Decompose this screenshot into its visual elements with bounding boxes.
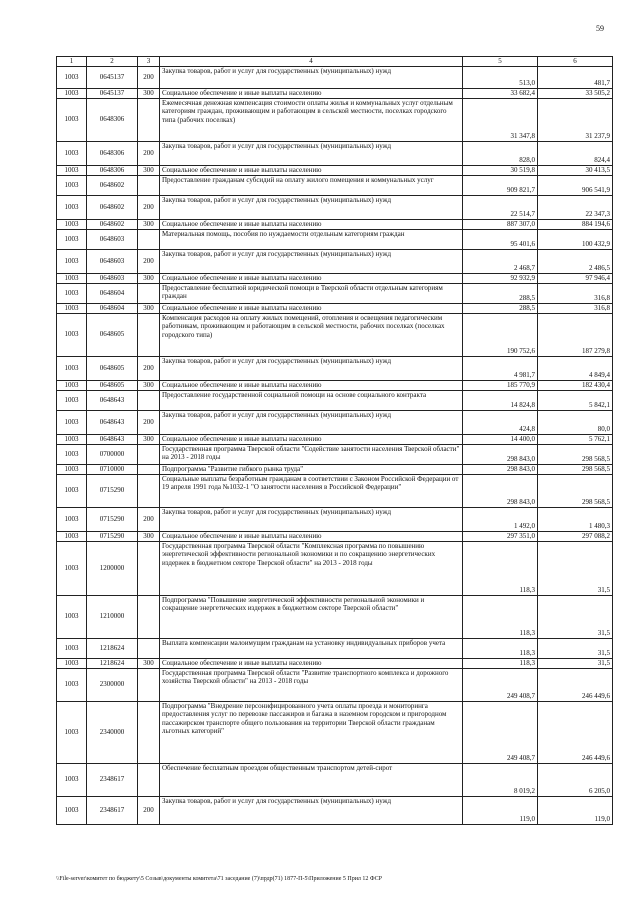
amount-executed-cell: 298 568,5 xyxy=(538,444,613,464)
description-cell: Материальная помощь, пособия по нуждаемости отдельным категориям граждан xyxy=(160,229,463,249)
table-row xyxy=(57,249,613,273)
table-row xyxy=(57,141,613,165)
description-cell: Государственная программа Тверской области "Развитие транспортного комплекса и дорожного хозяйства Тверской области" на 2013 - 2018 годы xyxy=(160,668,463,701)
amount-approved-cell: 4 981,7 xyxy=(463,356,538,380)
expense-type-code-cell: 300 xyxy=(138,273,160,283)
amount-approved-cell: 887 307,0 xyxy=(463,219,538,229)
expense-type-code-cell xyxy=(138,668,160,701)
table-row xyxy=(57,283,613,303)
amount-approved-cell: 95 401,6 xyxy=(463,229,538,249)
description-cell: Предоставление гражданам субсидий на оплату жилого помещения и коммунальных услуг xyxy=(160,175,463,195)
expense-type-code-cell: 200 xyxy=(138,249,160,273)
section-code-cell: 1003 xyxy=(57,531,87,541)
amount-executed-cell: 298 568,5 xyxy=(538,464,613,474)
target-article-code-cell: 0645137 xyxy=(87,66,138,88)
amount-executed-cell: 884 194,6 xyxy=(538,219,613,229)
amount-approved-cell: 249 408,7 xyxy=(463,668,538,701)
target-article-code-cell: 0715290 xyxy=(87,507,138,531)
table-row xyxy=(57,444,613,464)
amount-executed-cell: 31,5 xyxy=(538,658,613,668)
amount-approved-cell: 298 843,0 xyxy=(463,474,538,507)
expense-type-code-cell: 300 xyxy=(138,531,160,541)
description-cell: Предоставление государственной социальной помощи на основе социального контракта xyxy=(160,390,463,410)
table-row xyxy=(57,464,613,474)
target-article-code-cell: 2348617 xyxy=(87,796,138,824)
target-article-code-cell: 0648605 xyxy=(87,313,138,356)
amount-approved-cell: 190 752,6 xyxy=(463,313,538,356)
file-path-footer: \\File-server\комитет по бюджету\5 Созыв\документы комитета\71 заседание (7)\прдр(71) 1877-П-5\Приложение 5 Прил 12 ФСР xyxy=(56,876,382,882)
section-code-cell: 1003 xyxy=(57,229,87,249)
target-article-code-cell: 0648643 xyxy=(87,390,138,410)
section-code-cell: 1003 xyxy=(57,303,87,313)
section-code-cell: 1003 xyxy=(57,541,87,595)
description-cell: Социальное обеспечение и иные выплаты населению xyxy=(160,380,463,390)
target-article-code-cell: 0648604 xyxy=(87,303,138,313)
target-article-code-cell: 0648603 xyxy=(87,273,138,283)
table-row xyxy=(57,98,613,141)
target-article-code-cell: 1200000 xyxy=(87,541,138,595)
target-article-code-cell: 2340000 xyxy=(87,701,138,763)
target-article-code-cell: 0648643 xyxy=(87,410,138,434)
target-article-code-cell: 2300000 xyxy=(87,668,138,701)
table-row xyxy=(57,313,613,356)
expense-type-code-cell: 200 xyxy=(138,356,160,380)
amount-executed-cell: 297 088,2 xyxy=(538,531,613,541)
amount-executed-cell: 824,4 xyxy=(538,141,613,165)
amount-executed-cell: 316,8 xyxy=(538,283,613,303)
page-number: 59 xyxy=(596,24,604,33)
table-row xyxy=(57,219,613,229)
budget-table xyxy=(56,56,613,825)
description-cell: Подпрограмма "Повышение энергетической эффективности региональной экономики и сокращение энергетических издержек в бюджетном секторе Тверской области" xyxy=(160,595,463,638)
expense-type-code-cell xyxy=(138,229,160,249)
amount-executed-cell: 119,0 xyxy=(538,796,613,824)
amount-approved-cell: 33 682,4 xyxy=(463,88,538,98)
amount-approved-cell: 14 824,8 xyxy=(463,390,538,410)
header-col-5: 5 xyxy=(463,57,538,67)
table-row xyxy=(57,668,613,701)
amount-approved-cell: 14 400,0 xyxy=(463,434,538,444)
target-article-code-cell: 0648605 xyxy=(87,356,138,380)
expense-type-code-cell: 300 xyxy=(138,434,160,444)
expense-type-code-cell xyxy=(138,313,160,356)
section-code-cell: 1003 xyxy=(57,66,87,88)
expense-type-code-cell: 300 xyxy=(138,165,160,175)
target-article-code-cell: 1218624 xyxy=(87,638,138,658)
amount-approved-cell: 22 514,7 xyxy=(463,195,538,219)
description-cell: Социальное обеспечение и иные выплаты населению xyxy=(160,88,463,98)
expense-type-code-cell: 200 xyxy=(138,410,160,434)
description-cell: Социальные выплаты безработным гражданам в соответствии с Законом Российской Федерации от 19 апреля 1991 года №1032-1 "О занятости населения в Российской Федерации" xyxy=(160,474,463,507)
table-row xyxy=(57,434,613,444)
section-code-cell: 1003 xyxy=(57,141,87,165)
target-article-code-cell: 0715290 xyxy=(87,474,138,507)
amount-approved-cell: 424,8 xyxy=(463,410,538,434)
amount-executed-cell: 316,8 xyxy=(538,303,613,313)
amount-executed-cell: 31,5 xyxy=(538,541,613,595)
amount-approved-cell: 119,0 xyxy=(463,796,538,824)
target-article-code-cell: 0648306 xyxy=(87,141,138,165)
section-code-cell: 1003 xyxy=(57,165,87,175)
amount-approved-cell: 513,0 xyxy=(463,66,538,88)
table-row xyxy=(57,380,613,390)
amount-approved-cell: 118,3 xyxy=(463,658,538,668)
target-article-code-cell: 0648306 xyxy=(87,98,138,141)
expense-type-code-cell: 300 xyxy=(138,88,160,98)
amount-approved-cell: 288,5 xyxy=(463,283,538,303)
expense-type-code-cell: 200 xyxy=(138,195,160,219)
section-code-cell: 1003 xyxy=(57,796,87,824)
description-cell: Закупка товаров, работ и услуг для государственных (муниципальных) нужд xyxy=(160,195,463,219)
description-cell: Закупка товаров, работ и услуг для государственных (муниципальных) нужд xyxy=(160,507,463,531)
section-code-cell: 1003 xyxy=(57,356,87,380)
section-code-cell: 1003 xyxy=(57,507,87,531)
section-code-cell: 1003 xyxy=(57,658,87,668)
amount-approved-cell: 1 492,0 xyxy=(463,507,538,531)
description-cell: Социальное обеспечение и иные выплаты населению xyxy=(160,658,463,668)
section-code-cell: 1003 xyxy=(57,464,87,474)
amount-executed-cell: 4 849,4 xyxy=(538,356,613,380)
table-row xyxy=(57,195,613,219)
description-cell: Социальное обеспечение и иные выплаты населению xyxy=(160,303,463,313)
table-row xyxy=(57,66,613,88)
section-code-cell: 1003 xyxy=(57,195,87,219)
amount-approved-cell: 118,3 xyxy=(463,638,538,658)
expense-type-code-cell xyxy=(138,474,160,507)
table-row xyxy=(57,595,613,638)
description-cell: Социальное обеспечение и иные выплаты населению xyxy=(160,165,463,175)
table-row xyxy=(57,165,613,175)
amount-executed-cell: 6 205,0 xyxy=(538,763,613,796)
amount-approved-cell: 2 468,7 xyxy=(463,249,538,273)
amount-approved-cell: 185 770,9 xyxy=(463,380,538,390)
amount-executed-cell: 906 541,9 xyxy=(538,175,613,195)
expense-type-code-cell: 300 xyxy=(138,658,160,668)
expense-type-code-cell: 200 xyxy=(138,141,160,165)
amount-executed-cell: 31 237,9 xyxy=(538,98,613,141)
table-row xyxy=(57,701,613,763)
description-cell: Социальное обеспечение и иные выплаты населению xyxy=(160,434,463,444)
description-cell: Закупка товаров, работ и услуг для государственных (муниципальных) нужд xyxy=(160,141,463,165)
section-code-cell: 1003 xyxy=(57,175,87,195)
section-code-cell: 1003 xyxy=(57,434,87,444)
amount-approved-cell: 298 843,0 xyxy=(463,444,538,464)
amount-approved-cell: 8 019,2 xyxy=(463,763,538,796)
table-row xyxy=(57,229,613,249)
target-article-code-cell: 0648605 xyxy=(87,380,138,390)
section-code-cell: 1003 xyxy=(57,283,87,303)
section-code-cell: 1003 xyxy=(57,98,87,141)
header-col-3: 3 xyxy=(138,57,160,67)
amount-executed-cell: 97 946,4 xyxy=(538,273,613,283)
section-code-cell: 1003 xyxy=(57,668,87,701)
header-col-2: 2 xyxy=(87,57,138,67)
amount-approved-cell: 249 408,7 xyxy=(463,701,538,763)
section-code-cell: 1003 xyxy=(57,273,87,283)
description-cell: Социальное обеспечение и иные выплаты населению xyxy=(160,273,463,283)
expense-type-code-cell xyxy=(138,763,160,796)
description-cell: Ежемесячная денежная компенсация стоимости оплаты жилья и коммунальных услуг отдельным категориям граждан, проживающим и работающим в сельской местности, поселках городского типа (рабочих поселках) xyxy=(160,98,463,141)
target-article-code-cell: 2348617 xyxy=(87,763,138,796)
expense-type-code-cell xyxy=(138,595,160,638)
amount-approved-cell: 297 351,0 xyxy=(463,531,538,541)
section-code-cell: 1003 xyxy=(57,313,87,356)
description-cell: Закупка товаров, работ и услуг для государственных (муниципальных) нужд xyxy=(160,410,463,434)
target-article-code-cell: 0648603 xyxy=(87,249,138,273)
amount-executed-cell: 80,0 xyxy=(538,410,613,434)
expense-type-code-cell xyxy=(138,541,160,595)
amount-executed-cell: 22 347,3 xyxy=(538,195,613,219)
table-row xyxy=(57,796,613,824)
amount-executed-cell: 31,5 xyxy=(538,638,613,658)
amount-approved-cell: 31 347,8 xyxy=(463,98,538,141)
amount-approved-cell: 30 519,8 xyxy=(463,165,538,175)
table-row xyxy=(57,390,613,410)
amount-approved-cell: 298 843,0 xyxy=(463,464,538,474)
header-col-1: 1 xyxy=(57,57,87,67)
section-code-cell: 1003 xyxy=(57,763,87,796)
section-code-cell: 1003 xyxy=(57,219,87,229)
amount-approved-cell: 118,3 xyxy=(463,595,538,638)
section-code-cell: 1003 xyxy=(57,701,87,763)
target-article-code-cell: 0648602 xyxy=(87,175,138,195)
section-code-cell: 1003 xyxy=(57,474,87,507)
target-article-code-cell: 0715290 xyxy=(87,531,138,541)
amount-executed-cell: 100 432,9 xyxy=(538,229,613,249)
table-row xyxy=(57,763,613,796)
target-article-code-cell: 1210000 xyxy=(87,595,138,638)
target-article-code-cell: 0648602 xyxy=(87,195,138,219)
description-cell: Закупка товаров, работ и услуг для государственных (муниципальных) нужд xyxy=(160,249,463,273)
table-body xyxy=(57,66,613,824)
table-row xyxy=(57,541,613,595)
header-col-6: 6 xyxy=(538,57,613,67)
target-article-code-cell: 0710000 xyxy=(87,464,138,474)
section-code-cell: 1003 xyxy=(57,380,87,390)
description-cell: Обеспечение бесплатным проездом общественным транспортом детей-сирот xyxy=(160,763,463,796)
expense-type-code-cell xyxy=(138,701,160,763)
target-article-code-cell: 0648643 xyxy=(87,434,138,444)
amount-executed-cell: 1 480,3 xyxy=(538,507,613,531)
section-code-cell: 1003 xyxy=(57,88,87,98)
target-article-code-cell: 0648603 xyxy=(87,229,138,249)
description-cell: Закупка товаров, работ и услуг для государственных (муниципальных) нужд xyxy=(160,66,463,88)
expense-type-code-cell xyxy=(138,390,160,410)
amount-executed-cell: 33 505,2 xyxy=(538,88,613,98)
description-cell: Предоставление бесплатной юридической помощи в Тверской области отдельным категориям граждан xyxy=(160,283,463,303)
section-code-cell: 1003 xyxy=(57,249,87,273)
table-row xyxy=(57,410,613,434)
section-code-cell: 1003 xyxy=(57,595,87,638)
table-row xyxy=(57,273,613,283)
amount-executed-cell: 5 842,1 xyxy=(538,390,613,410)
expense-type-code-cell: 200 xyxy=(138,796,160,824)
amount-approved-cell: 118,3 xyxy=(463,541,538,595)
target-article-code-cell: 0648602 xyxy=(87,219,138,229)
target-article-code-cell: 0648306 xyxy=(87,165,138,175)
table-row xyxy=(57,175,613,195)
section-code-cell: 1003 xyxy=(57,444,87,464)
amount-executed-cell: 182 430,4 xyxy=(538,380,613,390)
description-cell: Государственная программа Тверской области "Комплексная программа по повышению энергетической эффективности региональной экономики и по сокращению энергетических издержек в бюджетном секторе Тверской области" на 2013 - 2018 годы xyxy=(160,541,463,595)
table-row xyxy=(57,356,613,380)
amount-approved-cell: 909 821,7 xyxy=(463,175,538,195)
description-cell: Закупка товаров, работ и услуг для государственных (муниципальных) нужд xyxy=(160,356,463,380)
table-row xyxy=(57,474,613,507)
amount-executed-cell: 30 413,5 xyxy=(538,165,613,175)
header-col-4: 4 xyxy=(160,57,463,67)
amount-executed-cell: 31,5 xyxy=(538,595,613,638)
description-cell: Социальное обеспечение и иные выплаты населению xyxy=(160,219,463,229)
description-cell: Подпрограмма "Развитие гибкого рынка труда" xyxy=(160,464,463,474)
table-row xyxy=(57,638,613,658)
expense-type-code-cell: 300 xyxy=(138,380,160,390)
amount-executed-cell: 5 762,1 xyxy=(538,434,613,444)
target-article-code-cell: 0700000 xyxy=(87,444,138,464)
table-row xyxy=(57,507,613,531)
amount-executed-cell: 2 486,5 xyxy=(538,249,613,273)
amount-approved-cell: 92 932,9 xyxy=(463,273,538,283)
expense-type-code-cell xyxy=(138,444,160,464)
target-article-code-cell: 1218624 xyxy=(87,658,138,668)
amount-executed-cell: 246 449,6 xyxy=(538,701,613,763)
expense-type-code-cell xyxy=(138,98,160,141)
description-cell: Социальное обеспечение и иные выплаты населению xyxy=(160,531,463,541)
table-row xyxy=(57,658,613,668)
expense-type-code-cell xyxy=(138,283,160,303)
expense-type-code-cell: 200 xyxy=(138,66,160,88)
expense-type-code-cell xyxy=(138,175,160,195)
description-cell: Государственная программа Тверской области "Содействие занятости населения Тверской области" на 2013 - 2018 годы xyxy=(160,444,463,464)
description-cell: Подпрограмма "Внедрение персонифицированного учета оплаты проезда и мониторинга предоставления услуг по перевозке пассажиров и багажа в наземном городском и пригородном пассажирском транспорте общего пользования на территории Тверской области гражданам льготных категорий" xyxy=(160,701,463,763)
expense-type-code-cell xyxy=(138,464,160,474)
amount-executed-cell: 187 279,8 xyxy=(538,313,613,356)
target-article-code-cell: 0648604 xyxy=(87,283,138,303)
amount-executed-cell: 246 449,6 xyxy=(538,668,613,701)
amount-approved-cell: 828,0 xyxy=(463,141,538,165)
expense-type-code-cell xyxy=(138,638,160,658)
description-cell: Компенсация расходов на оплату жилых помещений, отопления и освещения педагогическим работникам, проживающим и работающим в сельской местности, рабочих поселках (поселках городского типа) xyxy=(160,313,463,356)
section-code-cell: 1003 xyxy=(57,410,87,434)
amount-executed-cell: 298 568,5 xyxy=(538,474,613,507)
table-row xyxy=(57,88,613,98)
header-row xyxy=(57,57,613,67)
table-row xyxy=(57,303,613,313)
description-cell: Выплата компенсации малоимущим гражданам на установку индивидуальных приборов учета xyxy=(160,638,463,658)
section-code-cell: 1003 xyxy=(57,390,87,410)
expense-type-code-cell: 200 xyxy=(138,507,160,531)
target-article-code-cell: 0645137 xyxy=(87,88,138,98)
table-row xyxy=(57,531,613,541)
expense-type-code-cell: 300 xyxy=(138,219,160,229)
section-code-cell: 1003 xyxy=(57,638,87,658)
amount-approved-cell: 288,5 xyxy=(463,303,538,313)
description-cell: Закупка товаров, работ и услуг для государственных (муниципальных) нужд xyxy=(160,796,463,824)
amount-executed-cell: 481,7 xyxy=(538,66,613,88)
expense-type-code-cell: 300 xyxy=(138,303,160,313)
